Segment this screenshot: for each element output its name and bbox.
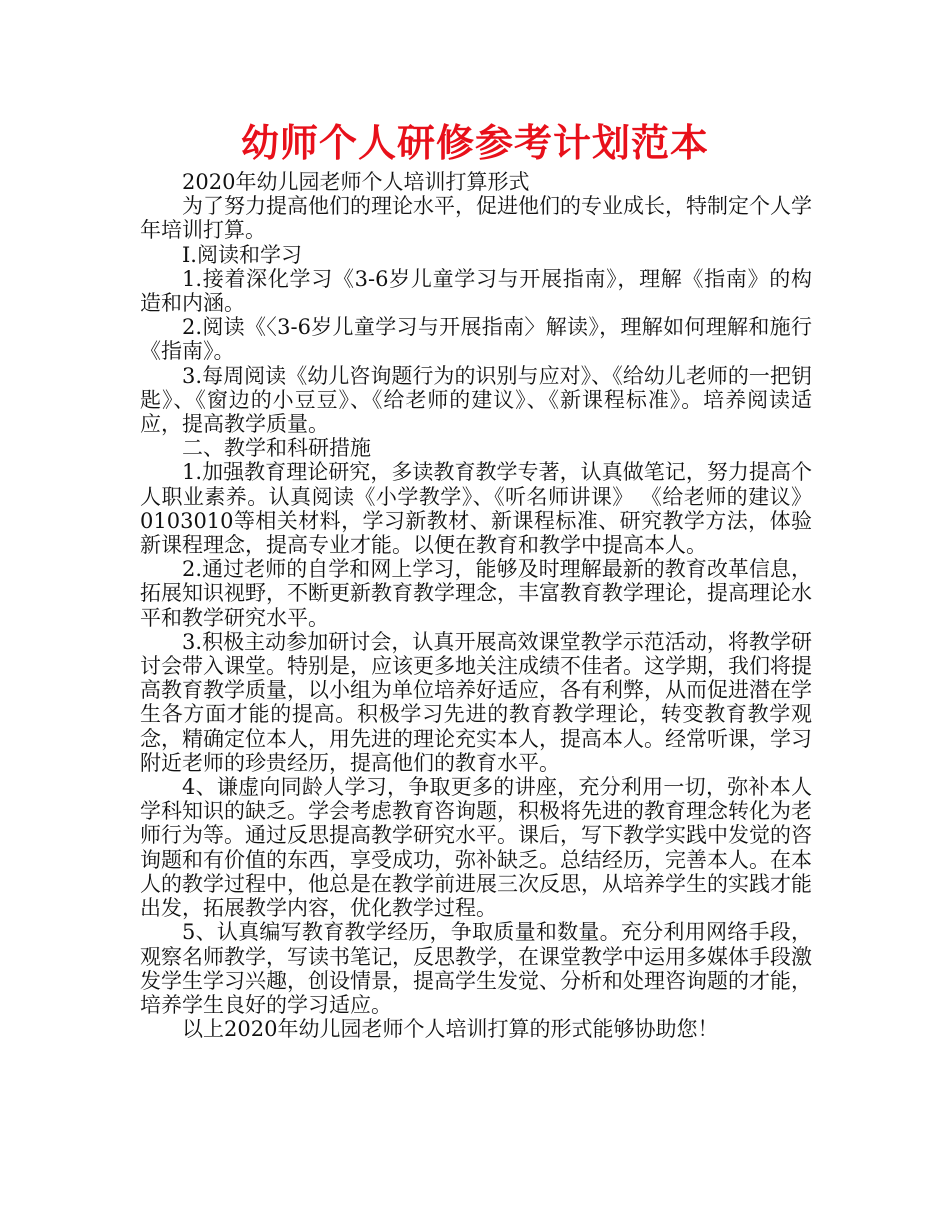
document-title: 幼师个人研修参考计划范本 [240,121,709,165]
paragraph-purpose: 为了努力提高他们的理论水平，促进他们的专业成长，特制定个人学年培训打算。 [140,194,812,243]
document-body [140,170,812,1041]
paragraph-reading-1: 1.接着深化学习《3-6岁儿童学习与开展指南》，理解《指南》的构造和内涵。 [140,266,812,316]
paragraph-reading-2: 2.阅读《〈3-6岁儿童学习与开展指南〉解读》，理解如何理解和施行《指南》。 [140,315,812,364]
paragraph-teaching-4: 4、谦虚向同龄人学习，争取更多的讲座，充分利用一切，弥补本人学科知识的缺乏。学会考虑教育咨询题，积极将先进的教育理念转化为老师行为等。通过反思提高教学研究水平。课后，写下教学实践中发觉的咨询题和有价值的东西，享受成功，弥补缺乏。总结经历，完善本人。在本人的教学过程中，他总是在教学前进展三次反思，从培养学生的实践才能出发，拓展教学内容，优化教学过程。 [140,775,812,921]
paragraph-closing: 以上2020年幼儿园老师个人培训打算的形式能够协助您！ [182,1017,719,1042]
section-heading-reading: Ⅰ.阅读和学习 [182,242,302,267]
paragraph-teaching-1: 1.加强教育理论研究，多读教育教学专著，认真做笔记，努力提高个人职业素养。认真阅读《小学教学》、《听名师讲课》 《给老师的建议》 0103010等相关材料，学习新教材、新课程标准、研究教学方法，体验新课程理念，提高专业才能。以便在教育和教学中提高本人。 [140,460,812,558]
paragraph-teaching-3: 3.积极主动参加研讨会，认真开展高效课堂教学示范活动，将教学研讨会带入课堂。特别是，应该更多地关注成绩不佳者。这学期，我们将提高教育教学质量，以小组为单位培养好适应，各有利弊，从而促进潜在学生各方面才能的提高。积极学习先进的教育教学理论，转变教育教学观念，精确定位本人，用先进的理论充实本人，提高本人。经常听课，学习附近老师的珍贵经历，提高他们的教育水平。 [140,629,812,775]
section-heading-teaching: 二、教学和科研措施 [182,436,371,461]
paragraph-teaching-2: 2.通过老师的自学和网上学习，能够及时理解最新的教育改革信息，拓展知识视野，不断更新教育教学理念，丰富教育教学理论，提高理论水平和教学研究水平。 [140,557,812,630]
paragraph-teaching-5: 5、认真编写教育教学经历，争取质量和数量。充分利用网络手段，观察名师教学，写读书笔记，反思教学，在课堂教学中运用多媒体手段激发学生学习兴趣，创设情景，提高学生发觉、分析和处理咨询题的才能，培养学生良好的学习适应。 [140,920,812,1017]
paragraph-intro-heading: 2020年幼儿园老师个人培训打算形式 [182,170,530,194]
paragraph-reading-3: 3.每周阅读《幼儿咨询题行为的识别与应对》、《给幼儿老师的一把钥匙》、《窗边的小豆豆》、《给老师的建议》、《新课程标准》。培养阅读适应，提高教学质量。 [140,363,812,437]
